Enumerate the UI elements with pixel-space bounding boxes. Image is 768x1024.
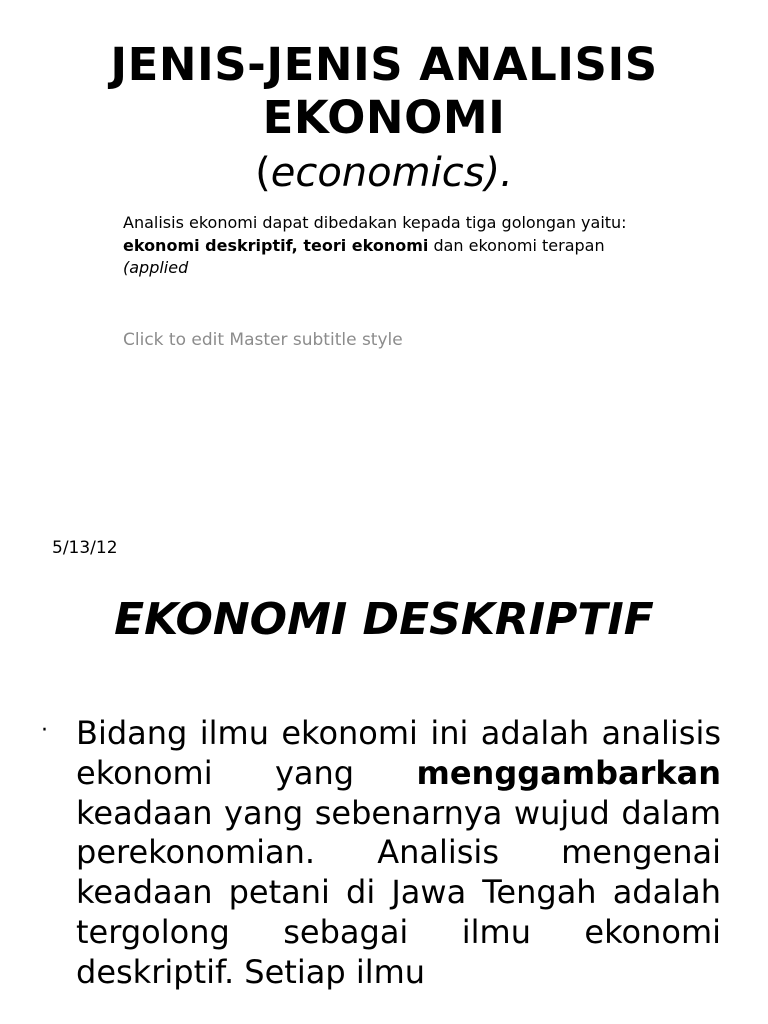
slide-date: 5/13/12 [52,538,118,558]
intro-paragraph [123,212,653,280]
bullet-icon: · [41,718,48,743]
intro-text-1: Analisis ekonomi dapat dibedakan kepada tiga golongan yaitu: [123,213,627,232]
bullet-bold: menggambarkan [416,753,721,792]
subtitle-placeholder[interactable]: Click to edit Master subtitle style [123,330,403,350]
slide-subtitle [60,148,708,198]
intro-bold: ekonomi deskriptif, teori ekonomi [123,235,429,255]
bullet-paragraph [76,714,721,993]
bullet-text-1: Bidang ilmu ekonomi ini adalah analisis ekonomi yang [76,714,721,792]
bullet-text-2: keadaan yang sebenarnya wujud dalam perekonomian. Analisis mengenai keadaan petani di Jawa Tengah adalah tergolong sebagai ilmu ekonomi deskriptif. Setiap ilmu [76,793,721,991]
subtitle-paren: ( [255,150,271,196]
slide-2-title: EKONOMI DESKRIPTIF [114,594,654,645]
intro-text-2: dan ekonomi terapan [428,235,605,255]
subtitle-italic: economics). [270,150,513,196]
slide-title: JENIS-JENIS ANALISIS EKONOMI [110,38,658,144]
intro-italic: (applied [123,258,189,277]
